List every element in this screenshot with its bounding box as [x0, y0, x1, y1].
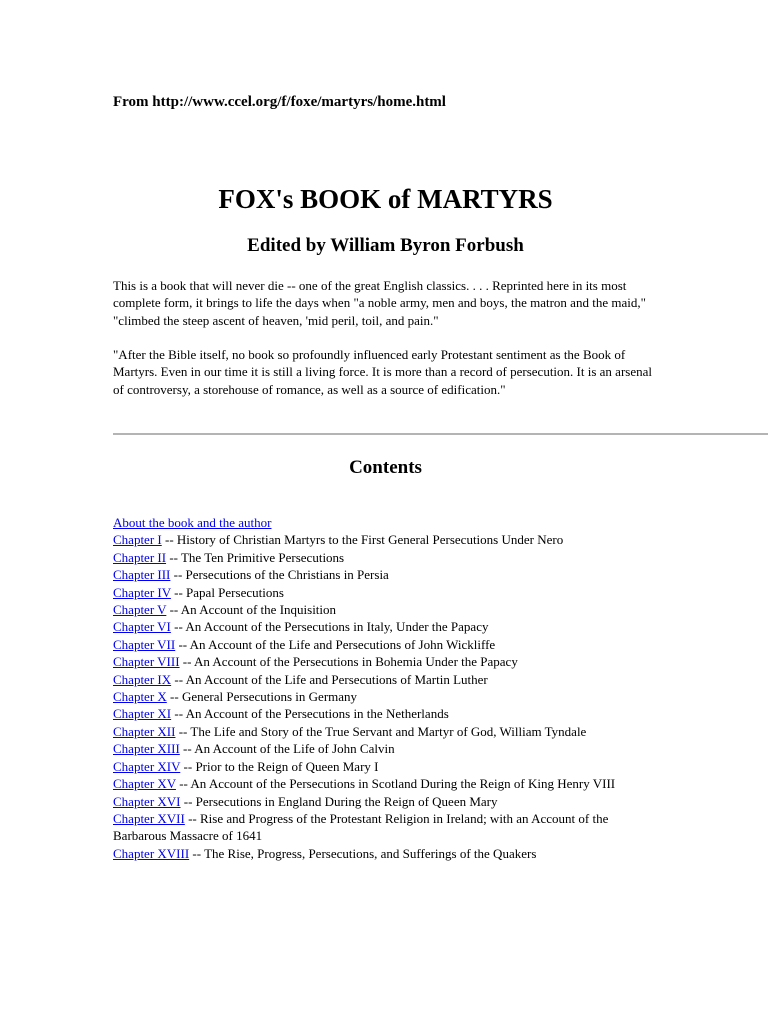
toc-description: -- Papal Persecutions [170, 584, 284, 600]
toc-item-chapter-14 [113, 758, 658, 775]
toc-link-chapter-4[interactable]: Chapter IV [113, 584, 171, 600]
toc-item-chapter-1 [113, 531, 658, 548]
toc-description: -- Persecutions of the Christians in Persia [170, 567, 389, 583]
horizontal-rule [113, 433, 768, 435]
toc-description: -- An Account of the Persecutions in Bohemia Under the Papacy [179, 654, 518, 670]
toc-description: -- The Life and Story of the True Servant and Martyr of God, William Tyndale [175, 723, 587, 739]
toc-description: -- An Account of the Life and Persecutions of John Wickliffe [175, 636, 496, 652]
toc-item-chapter-7 [113, 636, 658, 653]
toc-item-chapter-9 [113, 671, 658, 688]
toc-item-chapter-8 [113, 653, 658, 670]
toc-link-chapter-10[interactable]: Chapter X [113, 689, 167, 705]
toc-item-about [113, 514, 658, 531]
toc-link-chapter-3[interactable]: Chapter III [113, 567, 171, 583]
toc-description: -- An Account of the Life of John Calvin [179, 741, 395, 757]
toc-description: -- General Persecutions in Germany [166, 689, 358, 705]
toc-description: -- An Account of the Inquisition [166, 602, 337, 618]
toc-description: -- An Account of the Persecutions in Italy, Under the Papacy [170, 619, 489, 635]
toc-link-chapter-2[interactable]: Chapter II [113, 549, 167, 565]
toc-link-chapter-18[interactable]: Chapter XVIII [113, 845, 190, 861]
toc-item-chapter-16 [113, 793, 658, 810]
toc-item-chapter-10 [113, 688, 658, 705]
toc-link-chapter-13[interactable]: Chapter XIII [113, 741, 180, 757]
intro-paragraph-2: "After the Bible itself, no book so profoundly influenced early Protestant sentiment as the Book of Martyrs. Even in our time it is still a living force. It is more than a record of persecution. It is an arsenal of controversy, a storehouse of romance, as well as a source of edification." [113, 347, 652, 397]
toc-link-chapter-1[interactable]: Chapter I [113, 532, 162, 548]
toc-link-chapter-6[interactable]: Chapter VI [113, 619, 171, 635]
page-title: FOX's BOOK of MARTYRS [218, 184, 553, 214]
toc-item-chapter-6 [113, 618, 658, 635]
toc-description: -- The Ten Primitive Persecutions [166, 549, 345, 565]
toc-item-chapter-11 [113, 705, 658, 722]
toc-item-chapter-13 [113, 740, 658, 757]
toc-description: -- Persecutions in England During the Reign of Queen Mary [180, 793, 498, 809]
toc-link-chapter-8[interactable]: Chapter VIII [113, 654, 180, 670]
toc-item-chapter-18 [113, 845, 658, 862]
toc-item-chapter-17 [113, 810, 658, 845]
toc-item-chapter-12 [113, 723, 658, 740]
toc-description: -- An Account of the Persecutions in the Netherlands [171, 706, 449, 722]
toc-description: -- The Rise, Progress, Persecutions, and Sufferings of the Quakers [189, 845, 537, 861]
toc-link-chapter-17[interactable]: Chapter XVII [113, 810, 185, 826]
page-subtitle: Edited by William Byron Forbush [247, 235, 524, 256]
toc-link-chapter-9[interactable]: Chapter IX [113, 671, 172, 687]
toc-description: -- History of Christian Martyrs to the First General Persecutions Under Nero [161, 532, 564, 548]
toc-link-chapter-11[interactable]: Chapter XI [113, 706, 172, 722]
document-body [113, 92, 658, 861]
toc-item-chapter-4 [113, 584, 658, 601]
toc-description: -- Prior to the Reign of Queen Mary I [180, 758, 379, 774]
intro-paragraph-1: This is a book that will never die -- one of the great English classics. . . . Reprinted here in its most complete form, it brings to life the days when "a noble army, men and boys, the matron and the maid," "climbed the steep ascent of heaven, 'mid peril, toil, and pain." [113, 278, 646, 328]
toc-link-chapter-12[interactable]: Chapter XII [113, 723, 176, 739]
contents-heading: Contents [349, 457, 422, 478]
toc-link-chapter-5[interactable]: Chapter V [113, 602, 167, 618]
toc-description: -- Rise and Progress of the Protestant Religion in Ireland; with an Account of the Barbarous Massacre of 1641 [113, 810, 609, 844]
toc-link-chapter-16[interactable]: Chapter XVI [113, 793, 181, 809]
toc-link-about[interactable]: About the book and the author [113, 515, 272, 530]
source-line: From http://www.ccel.org/f/foxe/martyrs/home.html [113, 94, 446, 110]
toc-link-chapter-7[interactable]: Chapter VII [113, 636, 176, 652]
toc-item-chapter-15 [113, 775, 658, 792]
toc-item-chapter-2 [113, 549, 658, 566]
toc-link-chapter-14[interactable]: Chapter XIV [113, 758, 181, 774]
table-of-contents [113, 514, 658, 862]
toc-link-chapter-15[interactable]: Chapter XV [113, 776, 176, 792]
toc-description: -- An Account of the Persecutions in Scotland During the Reign of King Henry VIII [175, 776, 616, 792]
toc-description: -- An Account of the Life and Persecutions of Martin Luther [171, 671, 488, 687]
toc-item-chapter-5 [113, 601, 658, 618]
toc-item-chapter-3 [113, 566, 658, 583]
